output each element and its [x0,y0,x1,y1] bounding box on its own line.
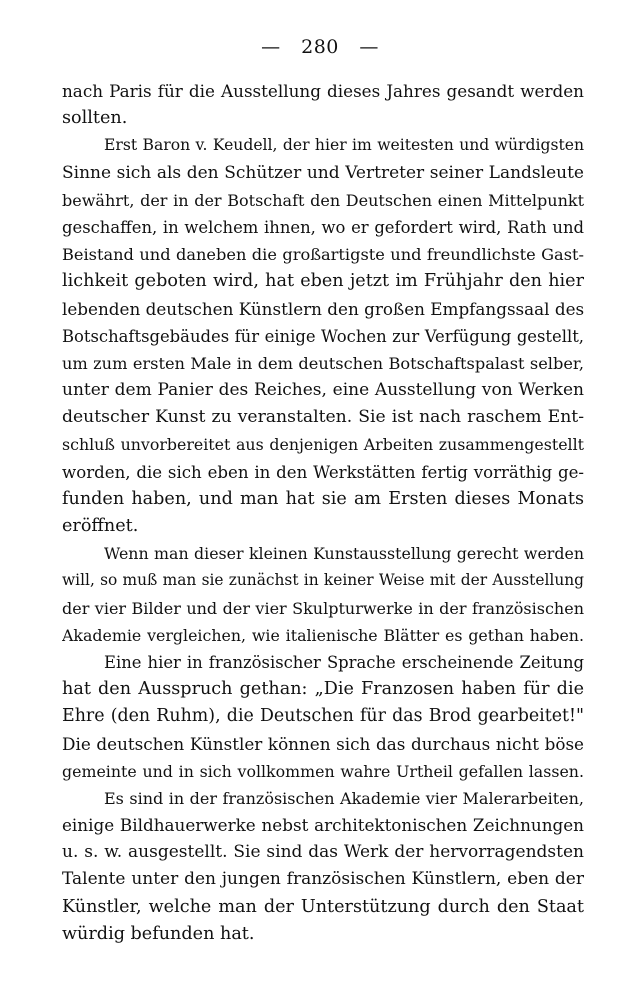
text-line: worden, die sich eben in den Werkstätten fertig vorräthig ge- [62,462,584,482]
text-line: Künstler, welche man der Unterstützung durch den Staat [62,896,584,917]
text-line: Akademie vergleichen, wie italienische Blätter es gethan haben. [62,625,584,645]
text-line: hat den Ausspruch gethan: „Die Franzosen haben für die [62,679,584,700]
text-line: u. s. w. ausgestellt. Sie sind das Werk der hervorragendsten [62,842,584,863]
text-line: schluß unvorbereitet aus denjenigen Arbeiten zusammengestellt [62,435,584,455]
body-text [62,78,584,948]
text-line: funden haben, und man hat sie am Ersten dieses Monats [62,488,584,509]
text-line: Botschaftsgebäudes für einige Wochen zur Verfügung gestellt, [62,326,584,346]
text-line: Es sind in der französischen Akademie vier Malerarbeiten, [104,788,584,808]
text-line: Erst Baron v. Keudell, der hier im weitesten und würdigsten [104,136,584,155]
text-line: würdig befunden hat. [62,923,255,944]
text-line: Sinne sich als den Schützer und Vertreter seiner Landsleute [62,162,584,183]
text-line: bewährt, der in der Botschaft den Deutschen einen Mittelpunkt [62,190,584,210]
page-number: 280 [301,36,339,58]
page-number-dash-right: — [359,36,379,58]
text-line: Die deutschen Künstler können sich das durchaus nicht böse [62,733,584,754]
text-line: eröffnet. [62,516,139,536]
text-line: will, so muß man sie zunächst in keiner Weise mit der Ausstellung [62,571,584,590]
text-line: nach Paris für die Ausstellung dieses Jahres gesandt werden [62,81,584,101]
text-line: lebenden deutschen Künstlern den großen Empfangssaal des [62,298,584,319]
text-line: einige Bildhauerwerke nebst architektonischen Zeichnungen [62,815,584,836]
text-line: lichkeit geboten wird, hat eben jetzt im Frühjahr den hier [62,271,584,292]
page-number-dash-left: — [261,36,281,58]
text-line: unter dem Panier des Reiches, eine Ausstellung von Werken [62,380,584,401]
text-line: der vier Bilder und der vier Skulpturwerke in der französischen [62,598,584,618]
text-line: Ehre (den Ruhm), die Deutschen für das Brod gearbeitet!" [62,706,584,727]
text-line: gemeinte und in sich vollkommen wahre Urtheil gefallen lassen. [62,761,584,781]
text-line: Wenn man dieser kleinen Kunstausstellung gerecht werden [104,544,584,564]
text-line: deutscher Kunst zu veranstalten. Sie ist nach raschem Ent- [62,407,584,428]
text-line: um zum ersten Male in dem deutschen Botschaftspalast selber, [62,353,584,373]
page-number-header [0,36,640,58]
text-line: Eine hier in französischer Sprache erscheinende Zeitung [104,652,584,672]
text-line: geschaffen, in welchem ihnen, wo er gefordert wird, Rath und [62,217,584,237]
text-line: Talente unter den jungen französischen Künstlern, eben der [62,869,584,890]
text-line: Beistand und daneben die großartigste und freundlichste Gast- [62,245,584,265]
text-line: sollten. [62,108,128,129]
